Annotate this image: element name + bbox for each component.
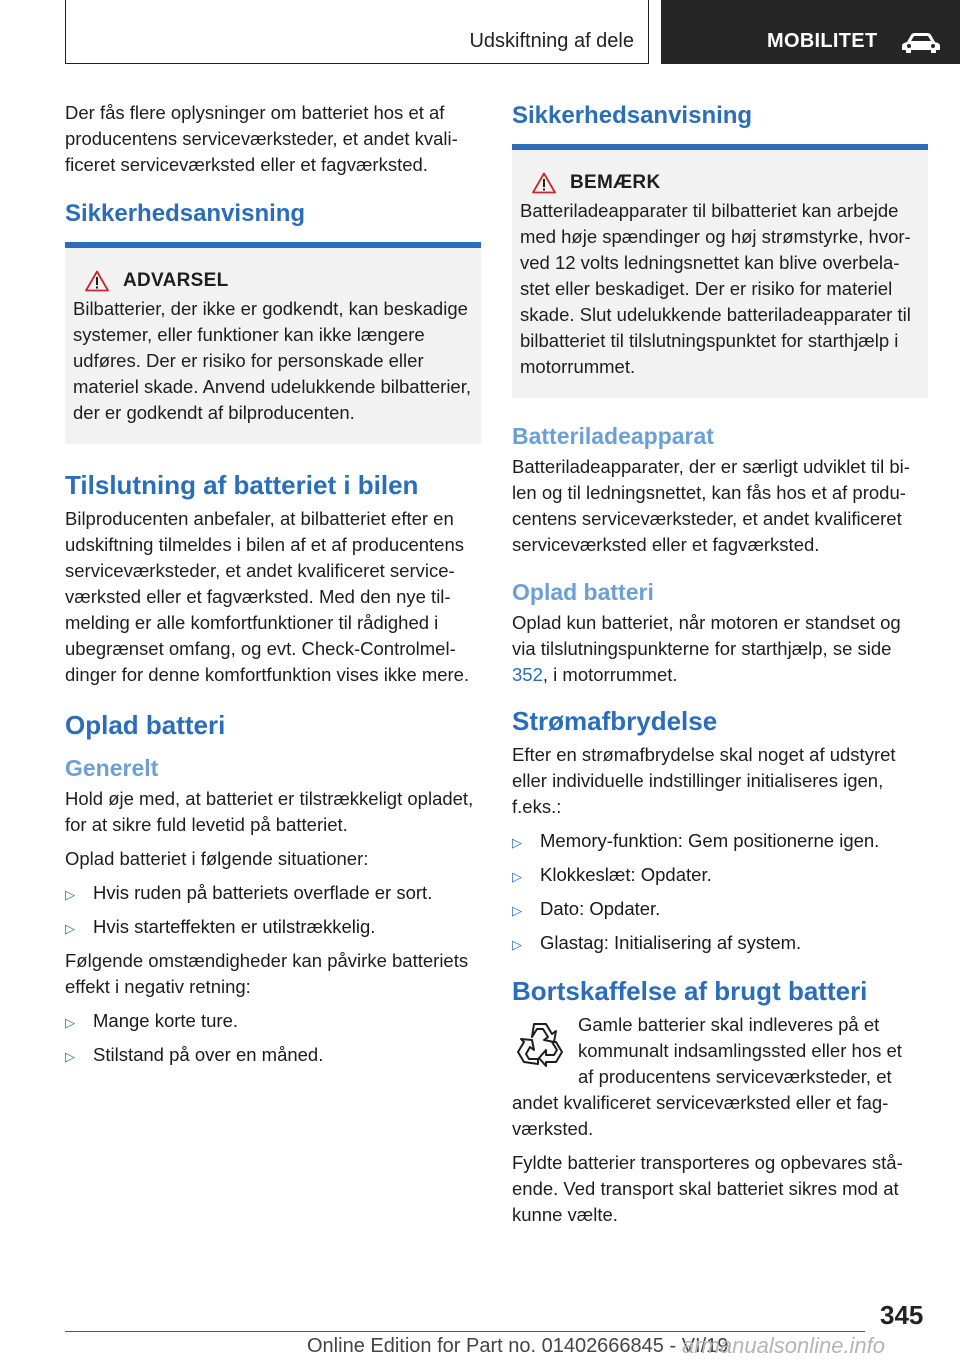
header-section-box (65, 0, 649, 64)
header-chapter-title: MOBILITET (767, 30, 878, 52)
bullet-triangle-icon: ▷ (65, 1015, 75, 1030)
connect-heading: Tilslutning af batteriet i bilen (65, 470, 419, 500)
connect-paragraph: Bilproducenten anbefaler, at bilbatteriet efter en udskiftning tilmeldes i bilen af et af producentens serviceværksteder, et andet kvalificeret serviceværksted eller et fagværksted. Med den nye tilmelding er alle komfortfunktioner til rådighed i ubegrænset omfang, og evt. Check-Controlmeldinger for denne komfortfunktion vises ikke mere. (65, 508, 470, 685)
list-item (512, 896, 928, 924)
disposal-line: kommunalt indsamlingssted eller hos et (578, 1040, 902, 1061)
page-link-352[interactable]: 352 (512, 664, 543, 685)
left-column (65, 100, 481, 1076)
list-item (65, 880, 481, 908)
disposal-line: Gamle batterier skal indleveres på et (578, 1014, 880, 1035)
list-item-text: Hvis starteffekten er utilstrækkelig. (93, 916, 376, 937)
right-column (512, 100, 928, 1236)
factors-list (65, 1008, 481, 1070)
warning-box (65, 242, 481, 444)
list-item (512, 930, 928, 958)
bullet-triangle-icon: ▷ (512, 869, 522, 884)
list-item-text: Mange korte ture. (93, 1010, 238, 1031)
disposal-line: af producentens serviceværksteder, et (578, 1066, 892, 1087)
general-heading: Generelt (65, 755, 159, 781)
situations-intro: Oplad batteriet i følgende situationer: (65, 848, 369, 869)
bullet-triangle-icon: ▷ (512, 835, 522, 850)
page-number: 345 (880, 1300, 924, 1330)
disposal-paragraph (512, 1012, 928, 1142)
charger-heading: Batteriladeapparat (512, 423, 714, 449)
list-item-text: Dato: Opdater. (540, 898, 661, 919)
bullet-triangle-icon: ▷ (512, 903, 522, 918)
charge-text-after: , i motorrummet. (542, 664, 678, 685)
list-item (65, 914, 481, 942)
header-section-title: Udskiftning af dele (469, 30, 634, 52)
general-paragraph: Hold øje med, at batteriet er tilstrækkeligt opladet, for at sikre fuld levetid på batteriet. (65, 788, 474, 835)
safety-heading-right: Sikkerhedsanvisning (512, 102, 753, 129)
note-box (512, 144, 928, 398)
footer-watermark: armanualsonline.info (682, 1333, 886, 1358)
car-icon (901, 32, 941, 54)
footer-edition: Online Edition for Part no. 01402666845 - VI/19 (307, 1335, 729, 1357)
transport-paragraph: Fyldte batterier transporteres og opbevares stående. Ved transport skal batteriet sikres mod at kunne vælte. (512, 1152, 903, 1225)
list-item (65, 1008, 481, 1036)
charge-heading-left: Oplad batteri (65, 710, 226, 740)
warning-title: ADVARSEL (123, 270, 229, 291)
power-list (512, 828, 928, 958)
warning-triangle-icon (85, 270, 109, 292)
list-item (512, 828, 928, 856)
situations-list (65, 880, 481, 942)
charge-paragraph (512, 610, 928, 688)
power-heading: Strømafbrydelse (512, 706, 718, 736)
note-header (520, 172, 920, 194)
charge-heading-right: Oplad batteri (512, 579, 654, 605)
list-item (65, 1042, 481, 1070)
charger-paragraph: Batteriladeapparater, der er særligt udviklet til bilen og til ledningsnettet, kan fås hos et af producentens serviceværksteder, et andet kvalificeret serviceværksted eller et fagværksted. (512, 456, 910, 555)
factors-intro: Følgende omstændigheder kan påvirke batteriets effekt i negativ retning: (65, 950, 469, 997)
recycle-icon (514, 1018, 566, 1070)
list-item-text: Klokkeslæt: Opdater. (540, 864, 712, 885)
note-text: Batteriladeapparater til bilbatteriet kan arbejde med høje spændinger og høj strømstyrke, hvorved 12 volts ledningsnettet kan blive overbelastet eller beskadiget. Der er risiko for materiel skade. Slut udelukkende batteriladeapparater til bilbatteriet til tilslutningspunktet for starthjælp i motorrummet. (520, 200, 911, 377)
disposal-heading: Bortskaffelse af brugt batteri (512, 976, 868, 1006)
footer-divider (65, 1331, 865, 1332)
bullet-triangle-icon: ▷ (512, 937, 522, 952)
charge-text-before: Oplad kun batteriet, når motoren er standset og via tilslutningspunkterne for starthjælp, se side (512, 612, 901, 659)
list-item (512, 862, 928, 890)
list-item-text: Glastag: Initialisering af system. (540, 932, 802, 953)
list-item-text: Hvis ruden på batteriets overflade er sort. (93, 882, 433, 903)
note-title: BEMÆRK (570, 172, 661, 193)
list-item-text: Memory-funktion: Gem positionerne igen. (540, 830, 880, 851)
bullet-triangle-icon: ▷ (65, 1049, 75, 1064)
warning-header (73, 270, 473, 292)
disposal-block (512, 1012, 928, 1142)
bullet-triangle-icon: ▷ (65, 921, 75, 936)
warning-triangle-icon (532, 172, 556, 194)
list-item-text: Stilstand på over en måned. (93, 1044, 324, 1065)
intro-paragraph: Der fås flere oplysninger om batteriet hos et af producentens serviceværksteder, et andet kvalificeret serviceværksted eller et fagværksted. (65, 102, 458, 175)
disposal-rest: andet kvalificeret serviceværksted eller et fagværksted. (512, 1092, 889, 1139)
warning-text: Bilbatterier, der ikke er godkendt, kan beskadige systemer, eller funktioner kan ikke længere udføres. Der er risiko for personskade eller materiel skade. Anvend udelukkende bilbatterier, der er godkendt af bilproducenten. (73, 298, 472, 423)
safety-heading-left: Sikkerhedsanvisning (65, 200, 306, 227)
bullet-triangle-icon: ▷ (65, 887, 75, 902)
header-chapter-box (661, 0, 960, 64)
power-paragraph: Efter en strømafbrydelse skal noget af udstyret eller individuelle indstillinger initialiseres igen, f.eks.: (512, 744, 896, 817)
